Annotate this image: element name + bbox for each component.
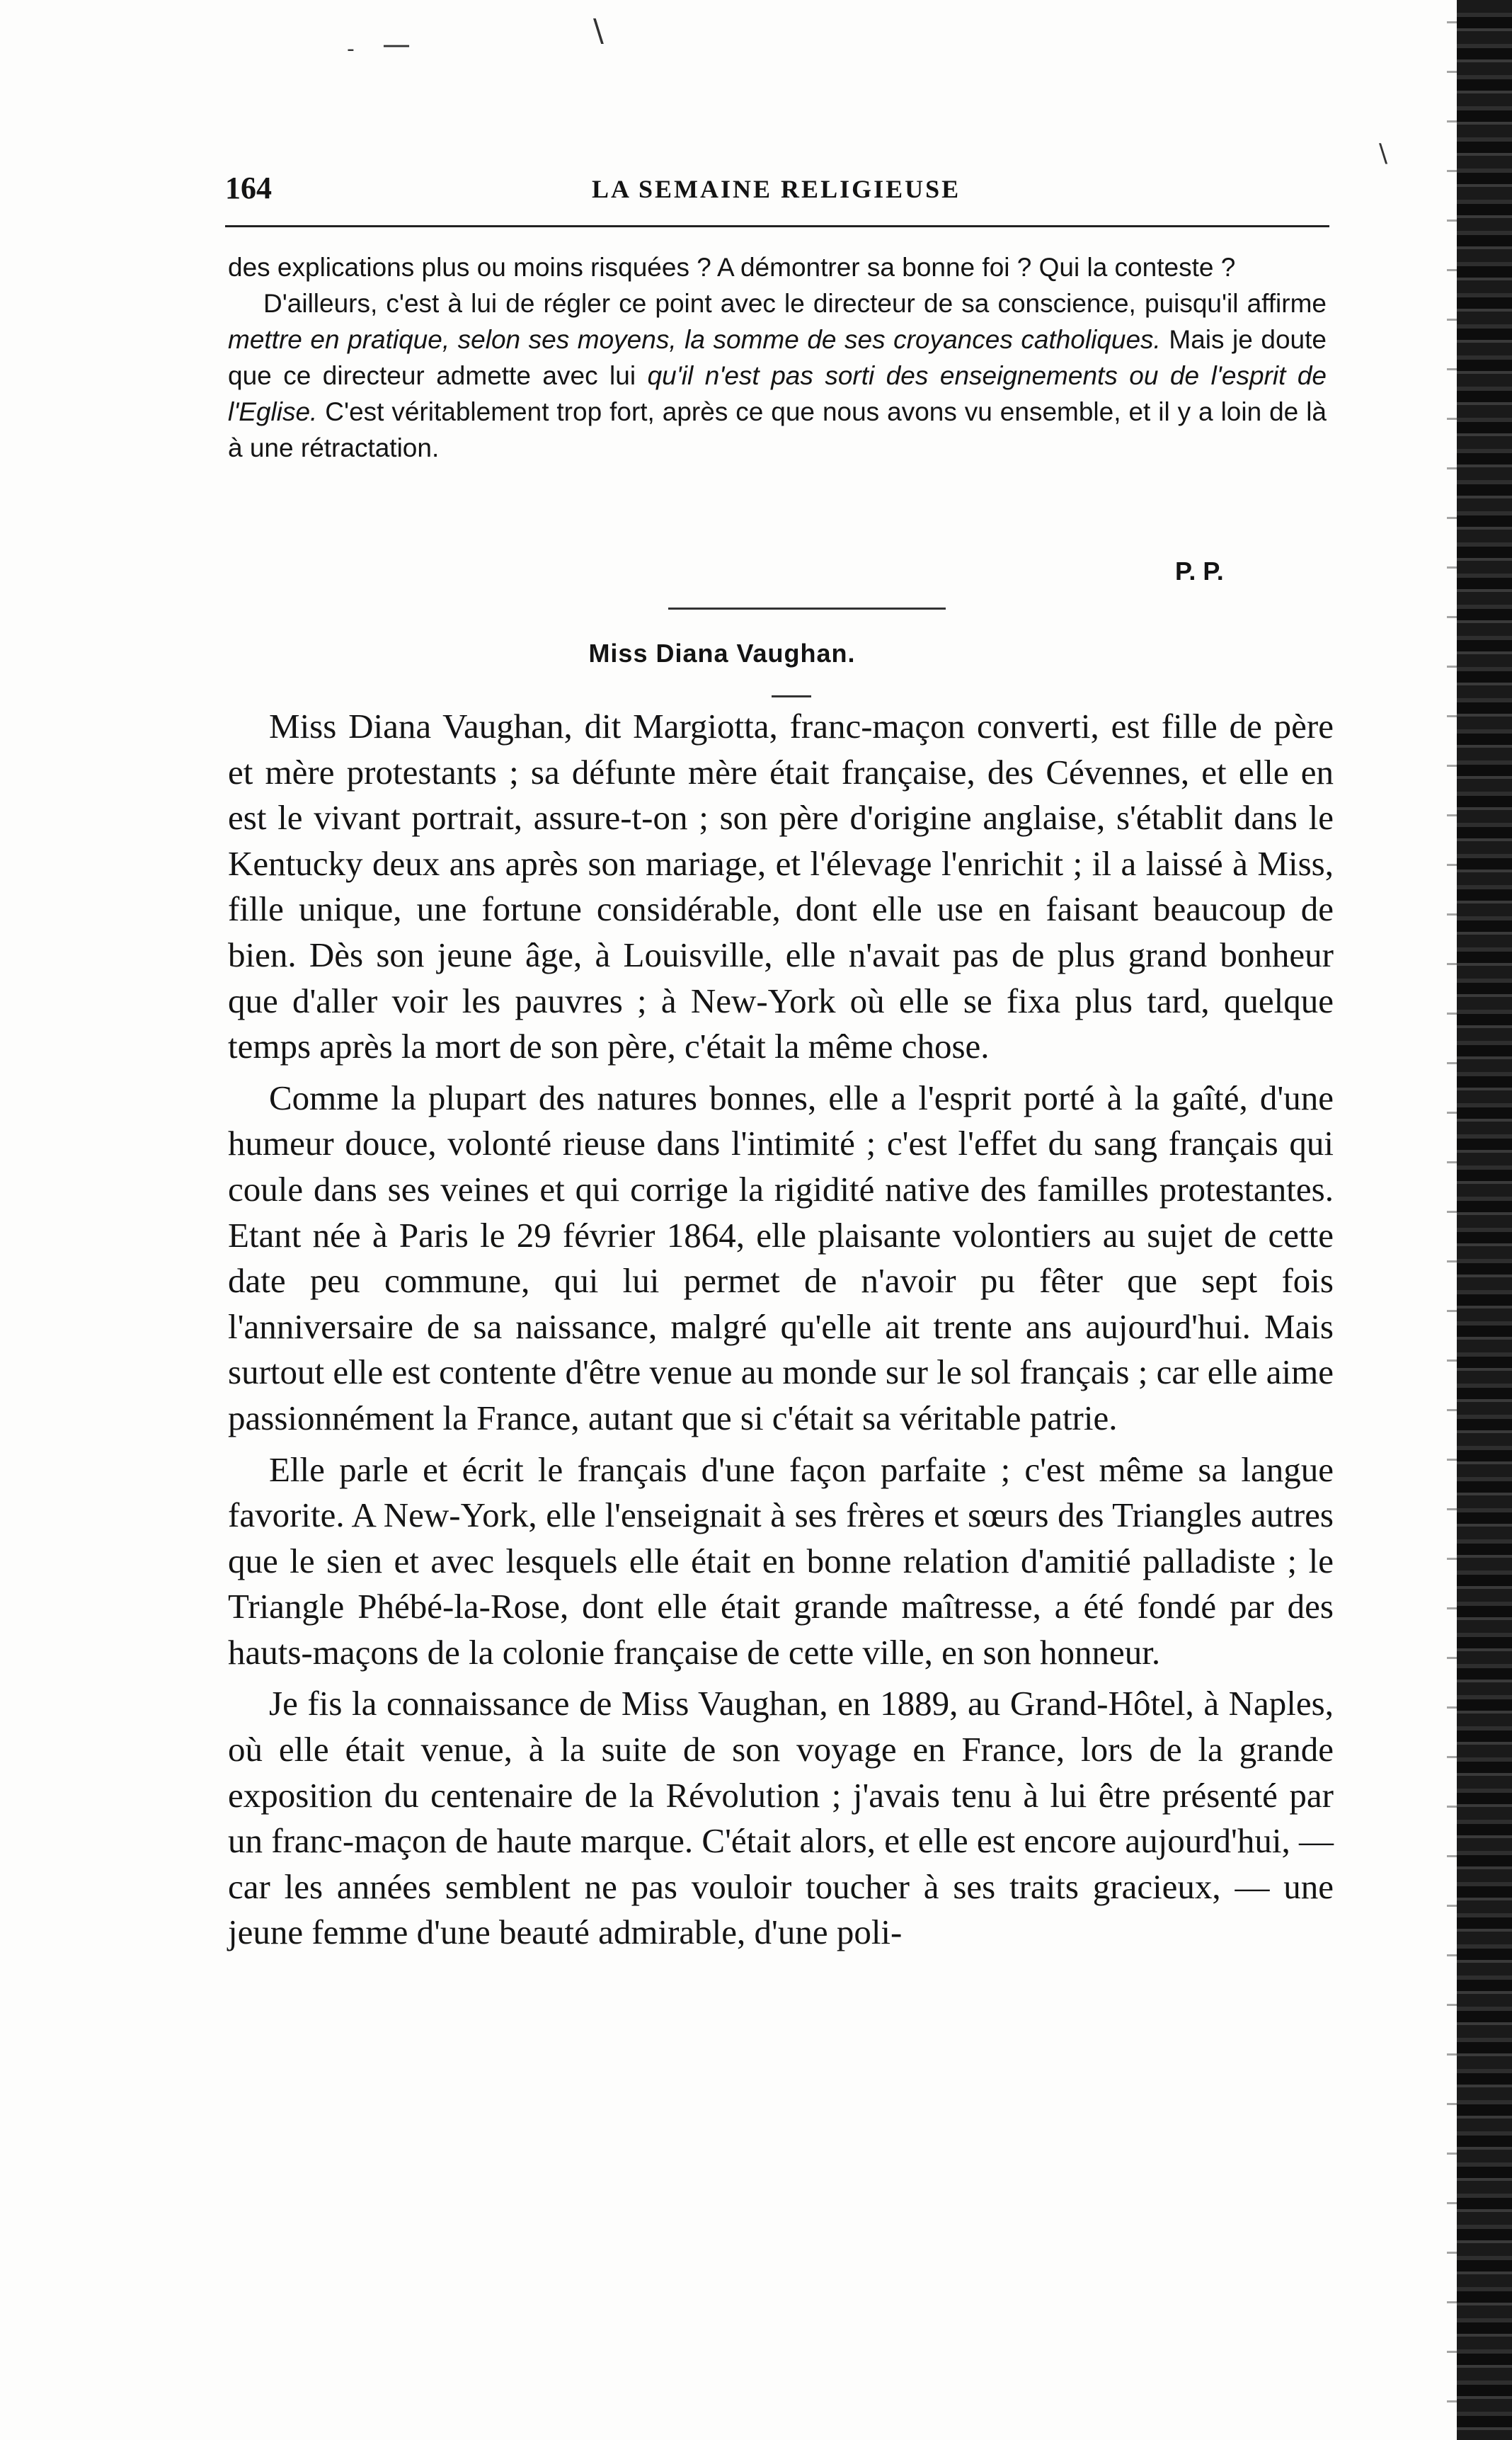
scan-speck: \: [593, 13, 604, 49]
title-dash: [772, 695, 811, 697]
header-rule: [225, 225, 1329, 227]
scan-speck: —: [382, 28, 411, 61]
article-paragraph: Comme la plupart des natures bonnes, elle a l'esprit porté à la gaîté, d'une humeur douce, volonté rieuse dans l'intimité ; c'est l'effet du sang français qui coule dans ses veines et qui corrige la rigidité native des familles protestantes. Etant née à Paris le 29 février 1864, elle plaisante volontiers au sujet de cette date peu commune, qui lui permet de n'avoir pu fêter que sept fois l'anniversaire de sa naissance, malgré qu'elle ait trente ans aujourd'hui. Mais surtout elle est contente d'être venue au monde sur le sol français ; car elle aime passionnément la France, autant que si c'était sa véritable patrie.: [228, 1078, 1334, 1437]
scan-edge-shadow: [1457, 0, 1512, 2440]
scan-speck: -: [347, 37, 355, 62]
article-paragraph: Miss Diana Vaughan, dit Margiotta, franc-maçon converti, est fille de père et mère protestants ; sa défunte mère était française, des Cévennes, et elle en est le vivant portrait, assure-t-on ; son père d'origine anglaise, s'établit dans le Kentucky deux ans après son mariage, et l'élevage l'enrichit ; il a laissé à Miss, fille unique, une fortune considérable, dont elle use en faisant beaucoup de bien. Dès son jeune âge, à Louisville, elle n'avait pas de plus grand bonheur que d'aller voir les pauvres ; à New-York où elle se fixa plus tard, quelque temps après la mort de son père, c'était la même chose.: [228, 707, 1334, 1066]
article-signature: P. P.: [1175, 557, 1224, 586]
previous-article-paragraph: [228, 285, 1327, 466]
previous-article-paragraph: [228, 249, 1327, 285]
running-header: [225, 170, 1344, 212]
article-paragraph: Je fis la connaissance de Miss Vaughan, en 1889, au Grand-Hôtel, à Naples, où elle était venue, à la suite de son voyage en France, lors de la grande exposition du centenaire de la Révolution ; j'avais tenu à lui être présenté par un franc-maçon de haute marque. C'était alors, et elle est encore aujourd'hui, — car les années semblent ne pas vouloir toucher à ses traits gracieux, — une jeune femme d'une beauté admirable, d'une poli-: [228, 1684, 1334, 1952]
text-run: D'ailleurs, c'est à lui de régler ce point avec le directeur de sa conscience, puisqu'il affirme: [263, 289, 1327, 318]
text-run: Mais je doute que ce directeur admette avec lui: [228, 325, 1327, 390]
previous-article-text: [228, 249, 1327, 466]
article-body: [228, 704, 1334, 1956]
text-run: C'est véritablement trop fort, après ce que nous avons vu ensemble, et il y a loin de là à une rétractation.: [228, 397, 1327, 462]
page-number: 164: [225, 171, 272, 205]
running-title: LA SEMAINE RELIGIEUSE: [592, 175, 961, 203]
scan-speck: \: [1379, 139, 1388, 168]
text-run: des explications plus ou moins risquées ? A démontrer sa bonne foi ? Qui la conteste ?: [228, 253, 1236, 282]
italic-quote: qu'il n'est pas sorti des enseignements ou de l'esprit de l'Eglise.: [228, 361, 1327, 426]
italic-quote: mettre en pratique, selon ses moyens, la somme de ses croyances catholiques.: [228, 325, 1161, 354]
section-divider: [668, 608, 946, 610]
article-title: Miss Diana Vaughan.: [588, 639, 856, 668]
article-paragraph: Elle parle et écrit le français d'une façon parfaite ; c'est même sa langue favorite. A New-York, elle l'enseignait à ses frères et sœurs des Triangles autres que le sien et avec lesquels elle était en bonne relation d'amitié palladiste ; le Triangle Phébé-la-Rose, dont elle était grande maîtresse, a été fondé par des hauts-maçons de la colonie française de cette ville, en son honneur.: [228, 1449, 1334, 1672]
